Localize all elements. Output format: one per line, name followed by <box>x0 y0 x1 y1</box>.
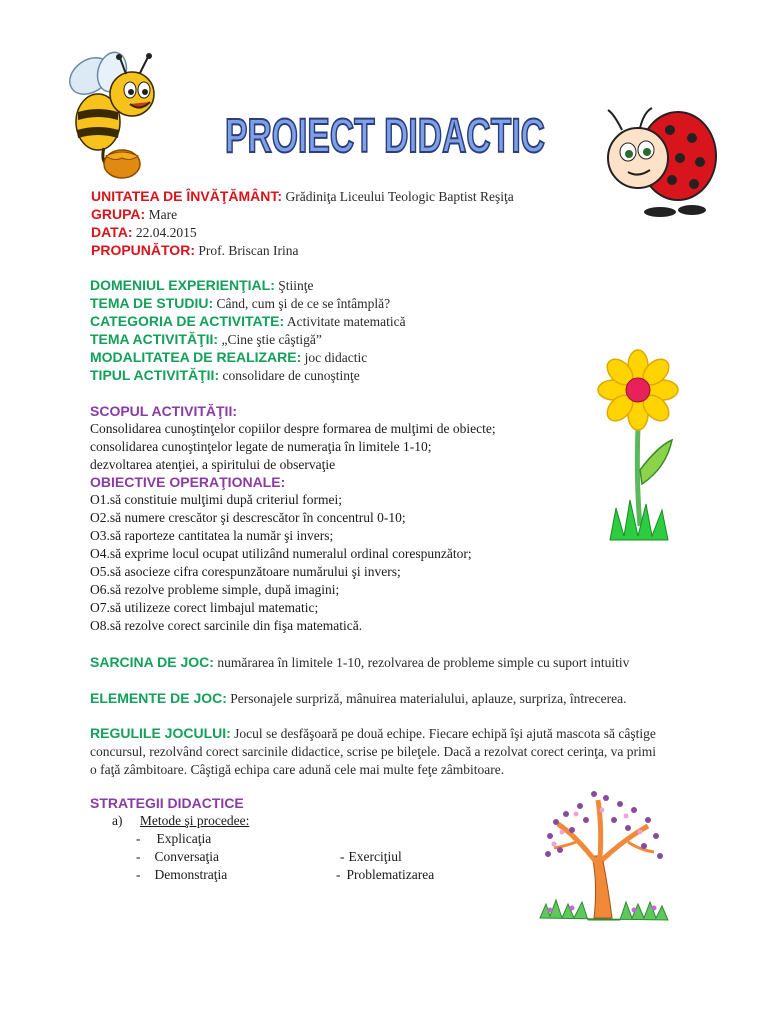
info-unit: UNITATEA DE ÎNVĂŢĂMÂNT: Grădiniţa Liceului Teologic Baptist Reşiţa <box>91 188 514 204</box>
methods-subheading <box>112 812 249 830</box>
info-unit-label: UNITATEA DE ÎNVĂŢĂMÂNT <box>91 188 278 204</box>
game-task: SARCINA DE JOC: numărarea în limitele 1-10, rezolvarea de probleme simple cu suport intuitiv <box>90 654 630 670</box>
detail-type-label: TIPUL ACTIVITĂŢII <box>90 367 215 383</box>
detail-study-theme-label: TEMA DE STUDIU <box>90 295 209 311</box>
scope-line: dezvoltarea atenţiei, a spiritului de observaţie <box>90 457 336 472</box>
detail-category: CATEGORIA DE ACTIVITATE: Activitate matematică <box>90 313 406 329</box>
info-author-label: PROPUNĂTOR <box>91 242 191 258</box>
info-author: PROPUNĂTOR: Prof. Briscan Irina <box>91 242 299 258</box>
method-item: - Exerciţiul <box>340 849 402 864</box>
detail-domain-value: Ştiinţe <box>278 278 314 293</box>
detail-type-value: consolidare de cunoştinţe <box>222 368 360 383</box>
detail-domain-label: DOMENIUL EXPERIENŢIAL <box>90 277 271 293</box>
info-unit-value: Grădiniţa Liceului Teologic Baptist Reşiţa <box>285 189 514 204</box>
methods-title: Metode şi procedee: <box>139 813 250 828</box>
game-task-label: SARCINA DE JOC <box>90 654 210 670</box>
method-item: - Demonstraţia <box>136 867 228 882</box>
game-task-value: numărarea în limitele 1-10, rezolvarea de probleme simple cu suport intuitiv <box>217 655 630 670</box>
info-author-value: Prof. Briscan Irina <box>198 243 299 258</box>
sunflower-illustration <box>596 350 682 542</box>
game-rules: REGULILE JOCULUI: Jocul se desfăşoară pe două echipe. Fiecare echipă îşi ajută mascota să câştige concursul, rezolvând corect sarcinile didactice, scrise pe bileţele. Dacă a rezolvat corect cerinţa, va primi o faţă zâmbitoare. Câştigă echipa care adună cele mai multe feţe zâmbitoare. <box>90 725 656 777</box>
game-elements-label: ELEMENTE DE JOC <box>90 690 223 706</box>
detail-domain: DOMENIUL EXPERIENŢIAL: Ştiinţe <box>90 277 314 293</box>
bee-illustration <box>60 52 168 180</box>
blossom-tree-illustration <box>536 786 672 928</box>
ladybug-illustration <box>600 100 720 220</box>
svg-text:PROIECT DIDACTIC: PROIECT DIDACTIC <box>225 110 545 163</box>
objective-item: O2.să numere crescător şi descrescător în concentrul 0-10; <box>90 510 406 525</box>
methods-marker: a) <box>112 813 123 828</box>
detail-type: TIPUL ACTIVITĂŢII: consolidare de cunoştinţe <box>90 367 360 383</box>
scope-line: consolidarea cunoştinţelor legate de numeraţia în limitele 1-10; <box>90 439 432 454</box>
detail-study-theme: TEMA DE STUDIU: Când, cum şi de ce se întâmplă? <box>90 295 391 311</box>
objective-item: O6.să rezolve probleme simple, după imagini; <box>90 582 340 597</box>
method-item: - Conversaţia <box>136 849 219 864</box>
page-title <box>222 104 548 164</box>
info-date-value: 22.04.2015 <box>135 225 197 240</box>
detail-activity-theme: TEMA ACTIVITĂŢII: „Cine ştie câştigă” <box>90 331 322 347</box>
scope-heading: SCOPUL ACTIVITĂŢII: <box>90 403 238 419</box>
objective-item: O5.să asocieze cifra corespunzătoare numărului şi invers; <box>90 564 401 579</box>
game-elements: ELEMENTE DE JOC: Personajele surpriză, mânuirea materialului, aplauze, surpriza, întrecerea. <box>90 690 627 706</box>
detail-modality-label: MODALITATEA DE REALIZARE <box>90 349 297 365</box>
objectives-heading: OBIECTIVE OPERAŢIONALE: <box>90 474 286 490</box>
game-rules-value: Jocul se desfăşoară pe două echipe. Fiecare echipă îşi ajută mascota să câştige concursul, rezolvând corect sarcinile didactice, scrise pe bileţele. Dacă a rezolvat corect cerinţa, va primi o faţă zâmbitoare. Câştigă echipa care adună cele mai multe feţe zâmbitoare. <box>90 726 656 777</box>
detail-category-label: CATEGORIA DE ACTIVITATE <box>90 313 280 329</box>
detail-study-theme-value: Când, cum şi de ce se întâmplă? <box>216 296 391 311</box>
scope-line: Consolidarea cunoştinţelor copiilor despre formarea de mulţimi de obiecte; <box>90 421 496 436</box>
detail-modality: MODALITATEA DE REALIZARE: joc didactic <box>90 349 368 365</box>
method-item: - Explicaţia <box>136 831 212 846</box>
info-group-label: GRUPA <box>91 206 141 222</box>
info-group: GRUPA: Mare <box>91 206 178 222</box>
objective-item: O3.să raporteze cantitatea la număr şi invers; <box>90 528 334 543</box>
detail-modality-value: joc didactic <box>304 350 368 365</box>
method-item: - Problematizarea <box>336 867 435 882</box>
game-elements-value: Personajele surpriză, mânuirea materialului, aplauze, surpriza, întrecerea. <box>230 691 627 706</box>
game-rules-label: REGULILE JOCULUI <box>90 725 227 741</box>
info-date: DATA: 22.04.2015 <box>91 224 197 240</box>
info-date-label: DATA <box>91 224 128 240</box>
detail-category-value: Activitate matematică <box>286 314 406 329</box>
strategies-heading: STRATEGII DIDACTICE <box>90 795 244 811</box>
detail-activity-theme-value: „Cine ştie câştigă” <box>221 332 322 347</box>
objective-item: O8.să rezolve corect sarcinile din fişa matematică. <box>90 618 363 633</box>
detail-activity-theme-label: TEMA ACTIVITĂŢII <box>90 331 214 347</box>
objective-item: O4.să exprime locul ocupat utilizând numeralul ordinal corespunzător; <box>90 546 472 561</box>
objective-item: O1.să constituie mulţimi după criteriul formei; <box>90 492 342 507</box>
info-group-value: Mare <box>148 207 178 222</box>
objective-item: O7.să utilizeze corect limbajul matematic; <box>90 600 319 615</box>
